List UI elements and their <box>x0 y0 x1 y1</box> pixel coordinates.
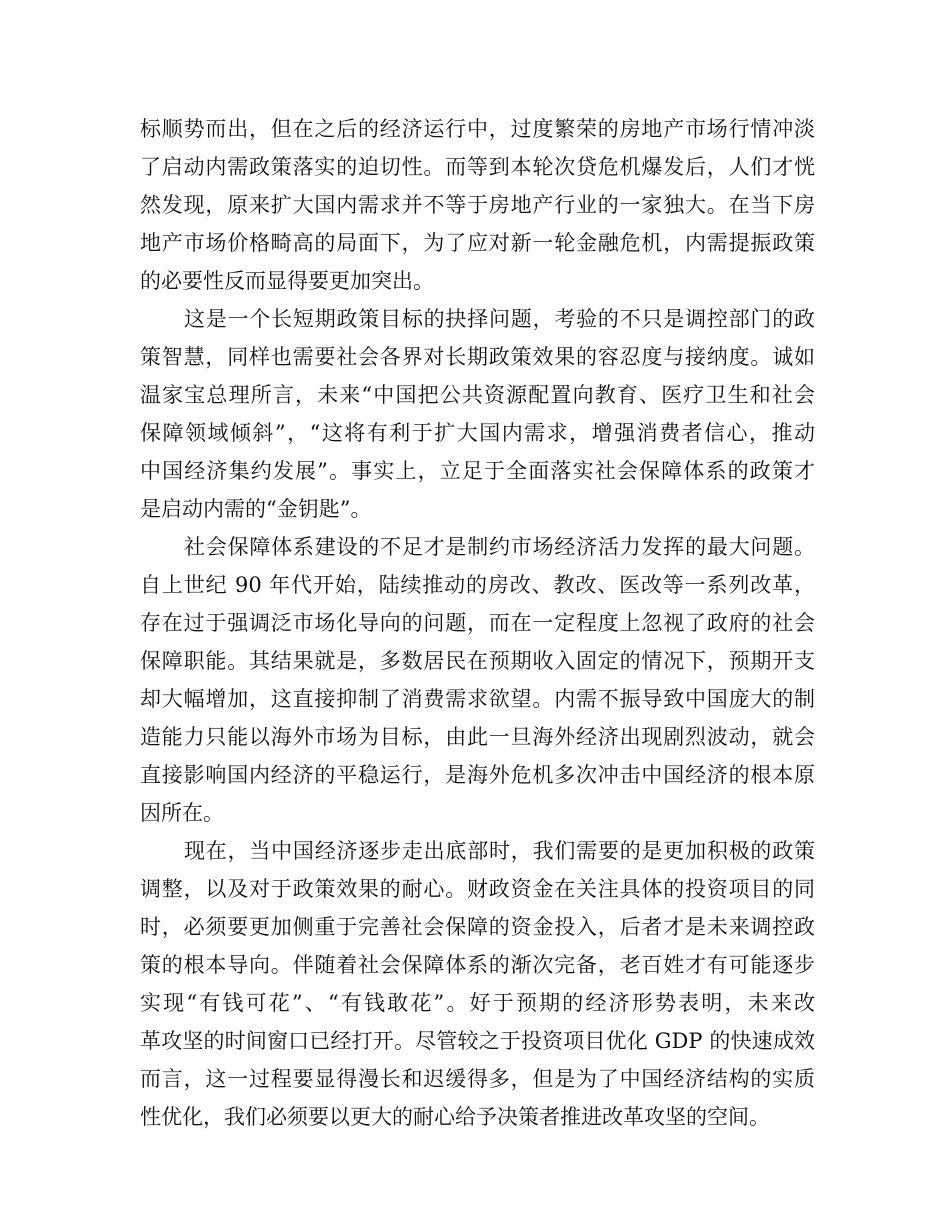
text-line: 策的根本导向。伴随着社会保障体系的渐次完备，老百姓才有可能逐步 <box>140 953 815 977</box>
text-line: 标顺势而出，但在之后的经济运行中，过度繁荣的房地产市场行情冲淡 <box>140 117 815 141</box>
text-line: 造能力只能以海外市场为目标，由此一旦海外经济出现剧烈波动，就会 <box>140 725 815 749</box>
text-line: 这是一个长短期政策目标的抉择问题，考验的不只是调控部门的政 <box>184 307 815 331</box>
text-line: 性优化，我们必须要以更大的耐心给予决策者推进改革攻坚的空间。 <box>140 1105 770 1129</box>
text-line: 地产市场价格畸高的局面下，为了应对新一轮金融危机，内需提振政策 <box>140 231 815 255</box>
text-line: 温家宝总理所言，未来“中国把公共资源配置向教育、医疗卫生和社会 <box>140 383 815 407</box>
text-line: 的必要性反而显得要更加突出。 <box>140 269 434 293</box>
text-line: 时，必须要更加侧重于完善社会保障的资金投入，后者才是未来调控政 <box>140 915 815 939</box>
text-line: 策智慧，同样也需要社会各界对长期政策效果的容忍度与接纳度。诚如 <box>140 345 815 369</box>
text-line: 而言，这一过程要显得漫长和迟缓得多，但是为了中国经济结构的实质 <box>140 1067 815 1091</box>
text-line: 保障职能。其结果就是，多数居民在预期收入固定的情况下，预期开支 <box>140 649 815 673</box>
text-line: 直接影响国内经济的平稳运行，是海外危机多次冲击中国经济的根本原 <box>140 763 815 787</box>
text-line: 是启动内需的“金钥匙”。 <box>140 497 372 521</box>
paragraph-1 <box>140 110 815 300</box>
paragraph-3 <box>140 528 815 832</box>
text-line: 自上世纪 90 年代开始，陆续推动的房改、教改、医改等一系列改革， <box>140 573 815 597</box>
text-line: 社会保障体系建设的不足才是制约市场经济活力发挥的最大问题。 <box>184 535 815 559</box>
text-line: 革攻坚的时间窗口已经打开。尽管较之于投资项目优化 GDP 的快速成效 <box>140 1029 815 1053</box>
text-line: 因所在。 <box>140 801 224 825</box>
text-line: 却大幅增加，这直接抑制了消费需求欲望。内需不振导致中国庞大的制 <box>140 687 815 711</box>
text-line: 现在，当中国经济逐步走出底部时，我们需要的是更加积极的政策 <box>184 839 815 863</box>
text-line: 实现“有钱可花”、“有钱敢花”。好于预期的经济形势表明，未来改 <box>140 991 815 1015</box>
paragraph-4 <box>140 832 815 1136</box>
paragraph-2 <box>140 300 815 528</box>
document-page <box>140 110 815 1136</box>
text-line: 保障领域倾斜”，“这将有利于扩大国内需求，增强消费者信心，推动 <box>140 421 815 445</box>
text-line: 存在过于强调泛市场化导向的问题，而在一定程度上忽视了政府的社会 <box>140 611 815 635</box>
text-line: 中国经济集约发展”。事实上，立足于全面落实社会保障体系的政策才 <box>140 459 815 483</box>
text-line: 调整，以及对于政策效果的耐心。财政资金在关注具体的投资项目的同 <box>140 877 815 901</box>
text-line: 了启动内需政策落实的迫切性。而等到本轮次贷危机爆发后，人们才恍 <box>140 155 815 179</box>
text-line: 然发现，原来扩大国内需求并不等于房地产行业的一家独大。在当下房 <box>140 193 815 217</box>
